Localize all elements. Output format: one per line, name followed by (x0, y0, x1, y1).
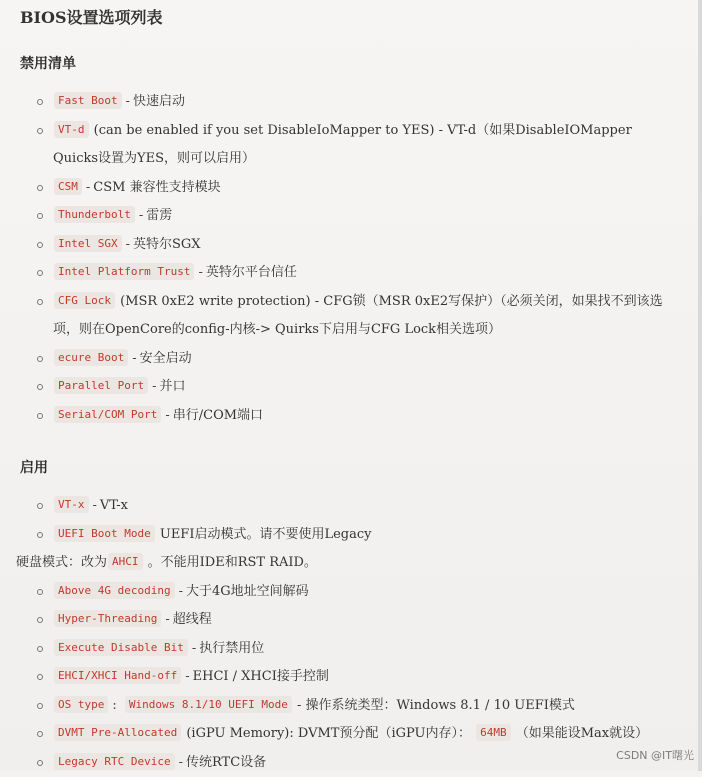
list-item (37, 692, 677, 721)
bullet-icon (37, 503, 43, 509)
list-item (37, 345, 677, 374)
list-item (37, 259, 677, 288)
list-item (37, 402, 677, 431)
option-description: 雷雳 (146, 208, 172, 223)
bullet-icon (37, 703, 43, 709)
list-item (37, 117, 677, 174)
option-description: 。不能用IDE和RST RAID。 (148, 555, 317, 570)
bullet-icon (37, 99, 43, 105)
option-code: ecure Boot (54, 349, 128, 366)
separator-text: : (112, 698, 116, 713)
option-code: EHCI/XHCI Hand-off (54, 667, 181, 684)
separator-text: - (185, 669, 189, 684)
separator-text: - (126, 94, 130, 109)
separator-text: - (86, 180, 90, 195)
separator-text: - (179, 584, 183, 599)
bullet-icon (37, 270, 43, 276)
option-description: 串行/COM端口 (173, 408, 263, 423)
option-description: 传统RTC设备 (186, 755, 266, 770)
option-code: Fast Boot (54, 92, 122, 109)
list-item (37, 373, 677, 402)
list-item (37, 578, 677, 607)
option-description: (MSR 0xE2 write protection) - CFG锁（MSR 0xE2写保护）（必须关闭，如果找不到该选项，则在OpenCore的config-内核-> Quirks下启用与CFG Lock相关选项） (53, 294, 663, 338)
option-code: Legacy RTC Device (54, 753, 175, 770)
list-item (37, 749, 677, 777)
page-title: BIOS设置选项列表 (20, 5, 163, 28)
option-code: Hyper-Threading (54, 610, 161, 627)
separator-text: - (132, 351, 136, 366)
option-value-code: Windows 8.1/10 UEFI Mode (125, 696, 292, 713)
bullet-icon (37, 185, 43, 191)
bullet-icon (37, 589, 43, 595)
option-description: 执行禁用位 (199, 641, 264, 656)
item-prefix-text: 硬盘模式：改为 (16, 555, 107, 570)
separator-text: - (165, 612, 169, 627)
scrollbar-track (698, 0, 702, 771)
bullet-icon (37, 532, 43, 538)
option-code: AHCI (108, 553, 143, 570)
bullet-icon (37, 731, 43, 737)
list-item (37, 492, 677, 521)
bullet-icon (37, 617, 43, 623)
enabled-options-list (37, 492, 677, 777)
option-code: CFG Lock (54, 292, 115, 309)
bullet-icon (37, 384, 43, 390)
option-description: (iGPU Memory): DVMT预分配（iGPU内存）： (186, 726, 471, 741)
bullet-icon (37, 413, 43, 419)
bullet-icon (37, 356, 43, 362)
separator-text: - (165, 408, 169, 423)
option-code: Intel Platform Trust (54, 263, 194, 280)
option-code: Parallel Port (54, 377, 148, 394)
list-item (16, 549, 677, 578)
option-description-extra: - 操作系统类型：Windows 8.1 / 10 UEFI模式 (297, 698, 575, 713)
disabled-options-list (37, 88, 677, 430)
option-value-code: 64MB (476, 724, 511, 741)
bullet-icon (37, 674, 43, 680)
option-description: 大于4G地址空间解码 (186, 584, 309, 599)
option-description: 快速启动 (133, 94, 185, 109)
bullet-icon (37, 646, 43, 652)
option-description: 超线程 (173, 612, 212, 627)
bullet-icon (37, 242, 43, 248)
option-code: VT-d (54, 121, 89, 138)
option-description: UEFI启动模式。请不要使用Legacy (160, 527, 372, 542)
option-description-extra: （如果能设Max就设） (516, 726, 648, 741)
option-code: Thunderbolt (54, 206, 135, 223)
list-item (37, 635, 677, 664)
separator-text: - (198, 265, 202, 280)
bullet-icon (37, 213, 43, 219)
option-code: UEFI Boot Mode (54, 525, 155, 542)
option-description: 安全启动 (140, 351, 192, 366)
option-code: OS type (54, 696, 108, 713)
option-code: Serial/COM Port (54, 406, 161, 423)
enabled-section-heading: 启用 (20, 457, 48, 477)
option-code: Above 4G decoding (54, 582, 175, 599)
list-item (37, 174, 677, 203)
list-item (37, 231, 677, 260)
option-code: DVMT Pre-Allocated (54, 724, 181, 741)
separator-text: - (93, 498, 97, 513)
disabled-section-heading: 禁用清单 (20, 53, 76, 73)
option-description: EHCI / XHCI接手控制 (193, 669, 329, 684)
option-description: VT-x (100, 498, 128, 513)
list-item (37, 521, 677, 550)
bullet-icon (37, 128, 43, 134)
list-item (37, 202, 677, 231)
option-description: 英特尔SGX (133, 237, 201, 252)
list-item (37, 720, 677, 749)
separator-text: - (126, 237, 130, 252)
option-description: 并口 (160, 379, 186, 394)
bullet-icon (37, 299, 43, 305)
option-description: (can be enabled if you set DisableIoMapper to YES) - VT-d（如果DisableIOMapper Quicks设置为YES，则可以启用） (53, 123, 632, 167)
list-item (37, 88, 677, 117)
option-description: 英特尔平台信任 (206, 265, 297, 280)
list-item (37, 663, 677, 692)
option-code: CSM (54, 178, 82, 195)
separator-text: - (139, 208, 143, 223)
csdn-watermark: CSDN @IT曙光 (616, 747, 694, 763)
option-description: CSM 兼容性支持模块 (93, 180, 220, 195)
separator-text: - (179, 755, 183, 770)
separator-text: - (152, 379, 156, 394)
bullet-icon (37, 760, 43, 766)
option-code: Execute Disable Bit (54, 639, 188, 656)
list-item (37, 288, 677, 345)
separator-text: - (192, 641, 196, 656)
option-code: VT-x (54, 496, 89, 513)
list-item (37, 606, 677, 635)
option-code: Intel SGX (54, 235, 122, 252)
